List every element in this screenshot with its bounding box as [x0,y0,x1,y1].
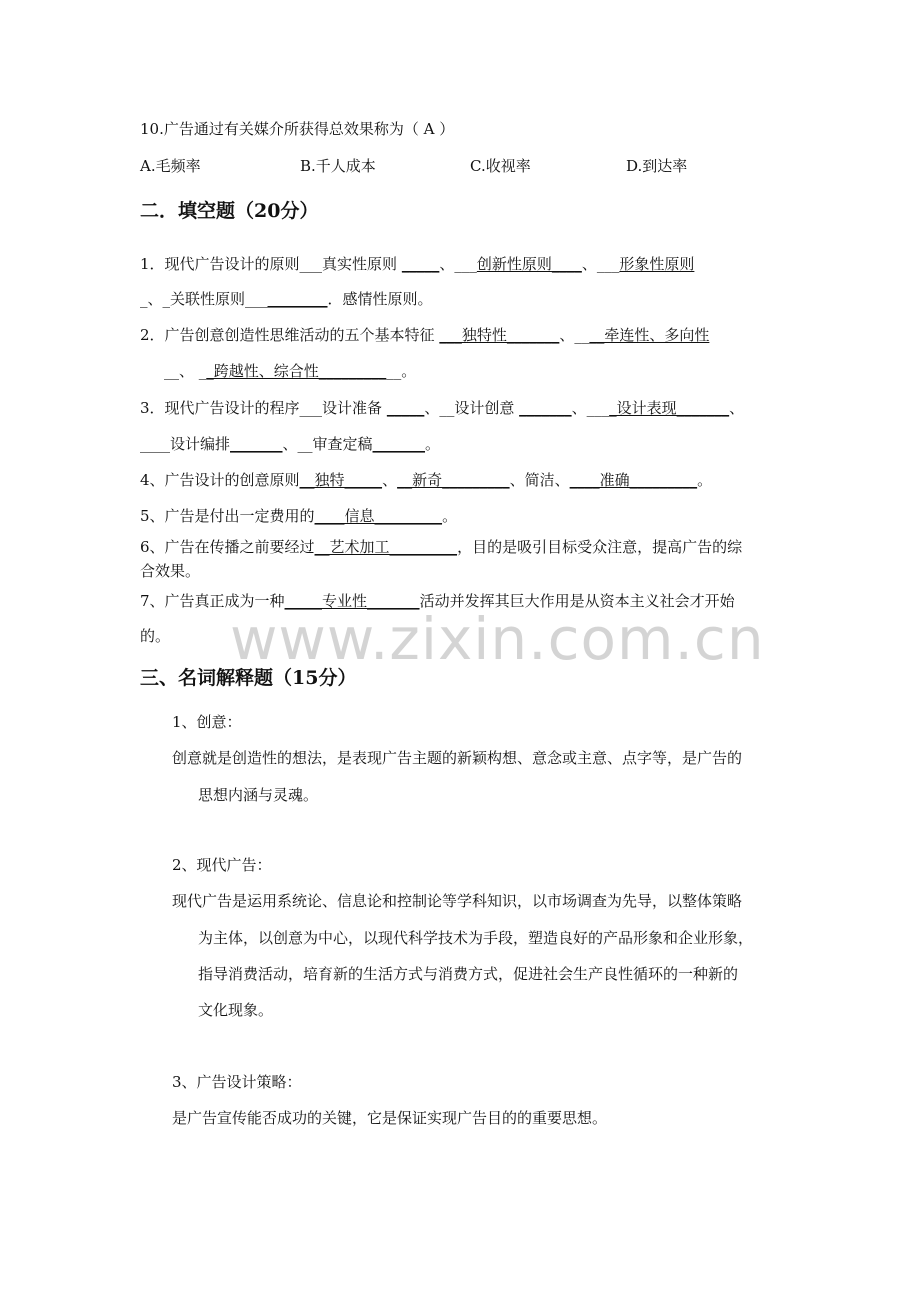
term-2-def-line4: 文化现象。 [198,1001,274,1019]
fill-q1-line1: 1．现代广告设计的原则___真实性原则 _____、___创新性原则____、___形象性原则 [140,255,695,273]
term-2-def-line2: 为主体，以创意为中心，以现代科学技术为手段，塑造良好的产品形象和企业形象， [198,929,754,947]
section2-title: 二．填空题（20分） [140,200,319,222]
q10-option-a: A.毛频率 [140,157,201,175]
term-1-title: 1、创意： [172,713,242,731]
section3-title: 三、名词解释题（15分） [140,667,357,689]
fill-q2-line1: 2．广告创意创造性思维活动的五个基本特征 ___独特性_______、____牵连性、多向性 [140,326,710,344]
fill-q1-line2: _、_关联性原则___________．感情性原则。 [140,290,433,308]
fill-q7-line2: 的。 [140,627,171,645]
fill-q2-line2: __、 __跨越性、综合性___________。 [164,362,417,380]
fill-q7-line1: 7、广告真正成为一种_____专业性_______活动并发挥其巨大作用是从资本主义社会才开始 [140,592,735,610]
q10-stem: 10.广告通过有关媒介所获得总效果称为（ A ） [140,120,455,138]
term-2-title: 2、现代广告： [172,856,272,874]
fill-q5: 5、广告是付出一定费用的____信息_________。 [140,507,458,525]
term-2-def-line1: 现代广告是运用系统论、信息论和控制论等学科知识，以市场调查为先导，以整体策略 [172,892,743,910]
q10-option-d: D.到达率 [626,157,688,175]
term-1-def-line1: 创意就是创造性的想法，是表现广告主题的新颖构想、意念或主意、点字等，是广告的 [172,749,743,767]
q10-option-c: C.收视率 [470,157,531,175]
fill-q3-line1: 3．现代广告设计的程序___设计准备 _____、__设计创意 _______、____设计表现_______、 [140,399,745,417]
fill-q6-line2: 合效果。 [140,562,201,580]
term-1-def-line2: 思想内涵与灵魂。 [198,786,319,804]
fill-q3-line2: ____设计编排_______、__审查定稿_______。 [140,435,441,453]
fill-q4: 4、广告设计的创意原则__独特_____、__新奇_________、简洁、____准确_________。 [140,471,713,489]
watermark: www.zixin.com.cn [230,605,765,673]
term-3-title: 3、广告设计策略： [172,1073,302,1091]
term-3-def-line1: 是广告宣传能否成功的关键，它是保证实现广告目的的重要思想。 [172,1109,608,1127]
term-2-def-line3: 指导消费活动，培育新的生活方式与消费方式，促进社会生产良性循环的一种新的 [198,965,739,983]
fill-q6-line1: 6、广告在传播之前要经过__艺术加工_________，目的是吸引目标受众注意，提高广告的综 [140,538,743,556]
q10-option-b: B.千人成本 [300,157,376,175]
